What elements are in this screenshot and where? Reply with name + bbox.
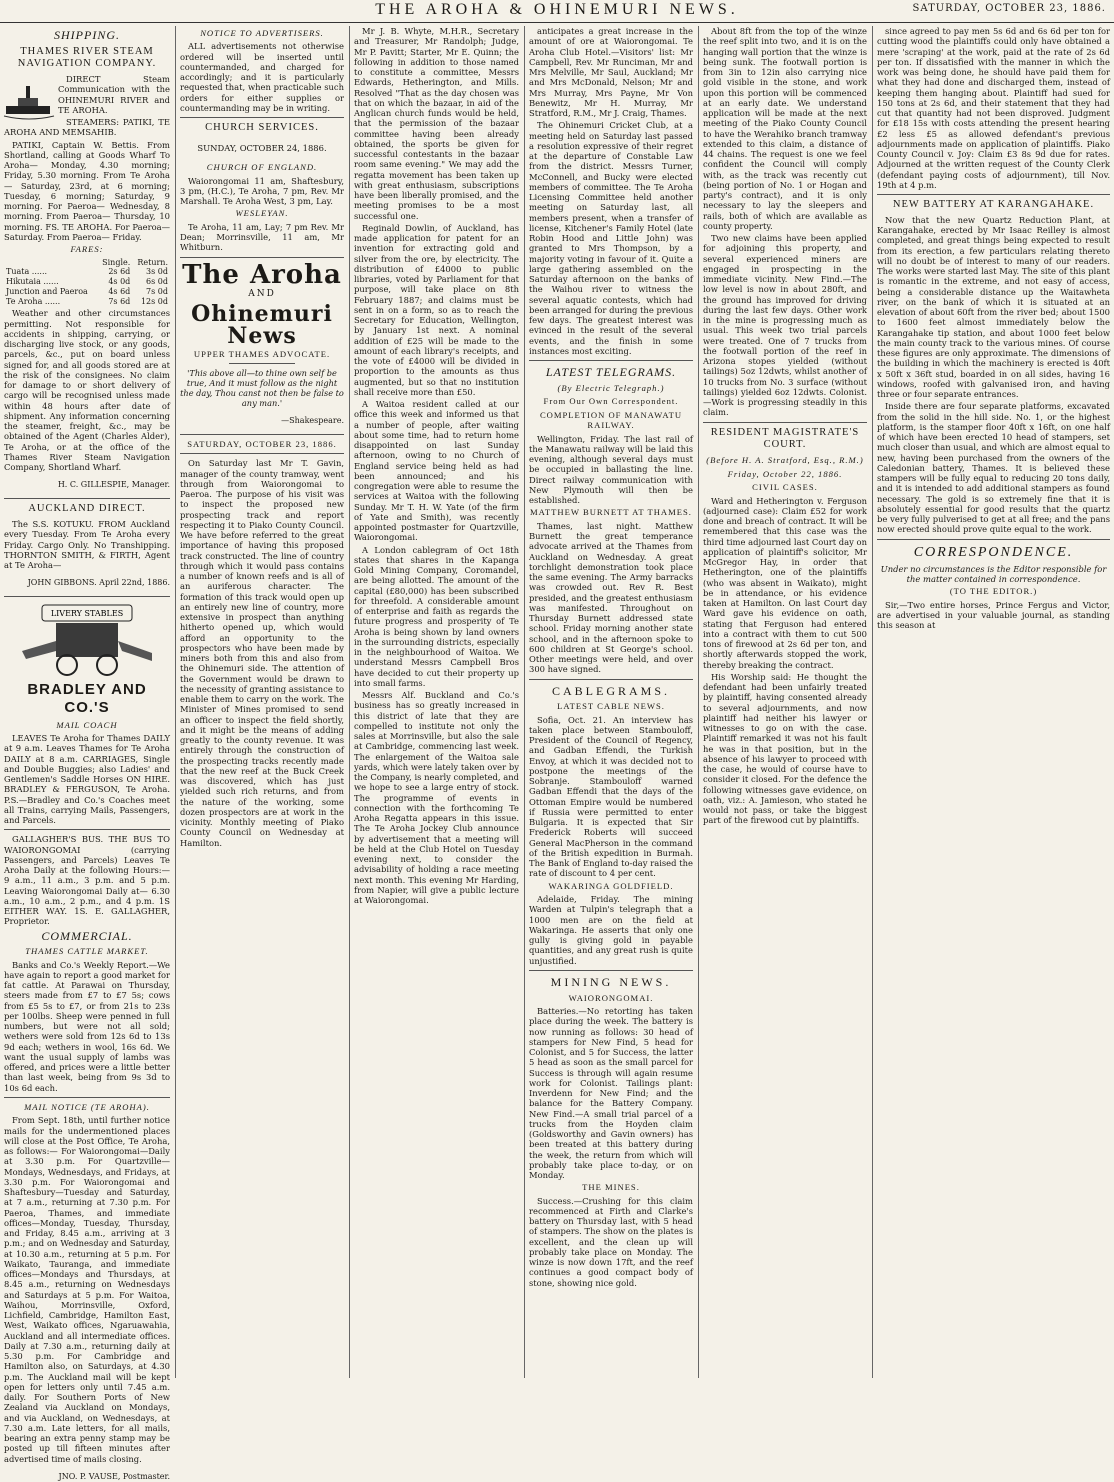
- wakaringa-heading: WAKARINGA GOLDFIELD.: [548, 880, 674, 891]
- advertisers-notice: ALL advertisements not otherwise ordered will be inserted until countermanded, and charged for accordingly; and it is particularly requested that, when practicable such orders for either supplies or countermanding may be in writing.: [180, 41, 344, 113]
- column-3: [354, 26, 519, 1378]
- livery-stable-sign: LIVERY STABLES: [50, 609, 124, 618]
- column-4: [529, 26, 693, 1378]
- wakaringa-text: Adelaide, Friday. The mining Warden at Tulpin's telegraph that a 1000 men are on the field at Wakaringa. He asserts that only one gully is giving gold in payable quantities, and any great rush is quite unjustified.: [529, 894, 693, 966]
- commercial-heading: COMMERCIAL.: [41, 928, 133, 943]
- patiki-schedule: PATIKI, Captain W. Bettis. From Shortland, calling at Goods Wharf To Aroha— Monday, 4.30 morning; Friday, 5.30 morning. From Te Aroha— Saturday, 23rd, at 6 morning; Tuesday, 6 morning; Saturday, 9 morning. For Paeroa— Wednesday, 8 morning. From Paeroa— Thursday, 10 morning. FS. TE AROHA. For Paeroa— Saturday. From Paeroa— Friday.: [4, 139, 170, 242]
- wesleyan-heading: WESLEYAN.: [235, 208, 289, 219]
- correspondence-heading: CORRESPONDENCE.: [913, 544, 1074, 560]
- latest-cable-heading: LATEST CABLE NEWS.: [557, 701, 665, 712]
- gallagher-bus: GALLAGHER'S BUS. THE BUS TO WAIORONGOMAI (carrying Passengers, and Parcels) Leaves Te Aroha Daily at the following Hours:— 9 a.m., 11 a.m., 3 p.m. and 5 p.m. Leaving Waiorongomai Daily at— 6.30 a.m., 10 a.m., 2 p.m., and 4 p.m. 1S EITHER WAY. 1S. E. GALLAGHER, Proprietor.: [4, 834, 170, 927]
- auckland-direct-heading: AUCKLAND DIRECT.: [28, 503, 146, 515]
- wesleyan-services: Te Aroha, 11 am, Lay; 7 pm Rev. Mr Dean; Morrinsville, 11 am, Mr Whitburn.: [180, 221, 344, 253]
- cable-text: Sofia, Oct. 21. An interview has taken place between Stambouloff, President of the Council of Regency, and Gadban Effendi, the Turkish Envoy, at which it was decided not to postpone the meetings of the Sobranje. Stambouloff warned Gadban Effendi that the days of the Ottoman Empire would be numbered if Russia were permitted to enter Bulgaria. It is expected that Sir Frederick Roberts will succeed General MacPherson in the command of the British expedition in Burmah. The Bank of England to-day raised the rate of discount to 4 per cent.: [529, 714, 693, 879]
- postmaster-signature: JNO. P. VAUSE, Postmaster.: [58, 1471, 170, 1481]
- court-byline: (Before H. A. Stratford, Esq., R.M.): [706, 455, 864, 466]
- church-of-england-heading: CHURCH OF ENGLAND.: [206, 162, 318, 173]
- local-news-3: A Waitoa resident called at our office this week and informed us that a number of people, after waiting about some time, had to return home disappointed on last Sunday afternoon, owing to no Church of England service being held as had been announced; and his congregation were able to resume the services at Waitoa with the following Sunday. Mr T. H. W. Yate (of the firm of Yate and Smith), was recently appointed postmaster for Quartzville, Waiorongomai.: [354, 399, 519, 543]
- shipping-terms: Weather and other circumstances permitting. Not responsible for accidents in shipping, carrying, or discharging live stock, or any goods, parcels, &c., put on board unless signed for, and all goods stored are at the risk of the consignees. No claim for damage to or short delivery of cargo will be recognised unless made within 48 hours after date of shipment. Any information concerning the steamer, freight, &c., may be obtained of the Agent (Charles Alder), Te Aroha, or at the office of the Thames River Steam Navigation Company, Shortland Wharf.: [4, 308, 170, 473]
- local-news-1: Mr J. B. Whyte, M.H.R., Secretary and Treasurer, Mr Randolph; Judge, Mr P. Pavitt; Starter, Mr E. Quinn; the following in addition to those named to constitute a committee, Messrs Edwards, Hetherington, and Mills. Resolved "That as the day chosen was that on which the bazaar, in aid of the Anglican church funds would be held, that the permission of the bazaar committee having been already obtained, the sports be given for successful contestants in the bazaar room same evening." We may add the regatta movement has been taken up with great enthusiasm, subscriptions have been liberally promised, and the meeting promises to be a most successful one.: [354, 26, 519, 221]
- cattle-market-report: Banks and Co.'s Weekly Report.—We have again to report a good market for fat cattle. At Parawai on Thursday, steers made from £7 to £7 5s; cows from £5 5s to £7, or from 21s to 23s per 100lbs. Sheep were penned in full numbers, but were not all sold; wethers were sold from 12s 6d to 13s 9d each; wethers in wool, 16s 6d. We want the usual supply of lambs was offered, and prices were a little better than last week, being from 9s 3d to 10s 6d each.: [4, 959, 170, 1093]
- column-6: [877, 26, 1110, 1378]
- mining-text: Batteries.—No retorting has taken place during the week. The battery is now running as follows: 30 head of stampers for New Find, 5 head for Colonist, and 5 for Success, the latter 5 head as soon as the small parcel for Success is through will again resume work for Colonist. Tailings plant: Inverdenn for New Find; and the balance for the Battery Company. New Find.—A small trial parcel of a trucks from the Hoyden claim (Goldsworthy and Gavin owners) has been treated at this battery during the week, the return from which will probably take place to-day, or on Monday.: [529, 1006, 693, 1180]
- column-1: [4, 26, 170, 1481]
- civil-cases-heading: CIVIL CASES.: [752, 482, 818, 493]
- church-services-heading: CHURCH SERVICES.: [205, 122, 319, 134]
- mail-notice-heading: MAIL NOTICE (TE AROHA).: [24, 1101, 150, 1112]
- local-news-4: A London cablegram of Oct 18th states that shares in the Kapanga Gold Mining Company, Coromandel, are being allotted. The amount of the capital (£80,000) has been subscribed for threefold. A considerable amount of enterprise and faith as regards the future progress and prosperity of Te Aroha is being shown by land owners in the surrounding districts, especially in the neighbourhood of Waitoa. We understand Messrs Campbell Bros have decided to cut their property up into small farms.: [354, 544, 519, 688]
- battery-text: Now that the new Quartz Reduction Plant, at Karangahake, erected by Mr Isaac Reilley is almost completed, and great things being expected to result from its erection, a few particulars relating thereto will no doubt be of interest to many of our readers. The works were started last May. The site of this plant is romantic in the extreme, and not easy of access, being a considerable distance up the Waitawheta river, on the bank of which it is situated at an elevation of about 60ft from the river bed; about 1500 to 1600 feet almost immediately below the Karangahake tip station, and about 1000 feet below the main county track to the various mines. Of course these figures are only approximate. The dimensions of the building in which the machinery is erected is 40ft x 50ft x 36ft stud, boarded in on all sides, having 16 windows, roofed with galvanised iron, and having three or four separate entrances.: [877, 214, 1110, 400]
- letter-text: Sir,—Two entire horses, Prince Fergus and Victor, are advertised in your valuable journal, as standing this season at: [877, 599, 1110, 631]
- editorial-date: SATURDAY, OCTOBER 23, 1886.: [187, 438, 337, 449]
- shipping-notice: DIRECT Steam Communication with the OHINEMURI RIVER and TE AROHA.: [58, 74, 170, 115]
- kotuku-signature: JOHN GIBBONS. April 22nd, 1886.: [27, 578, 170, 588]
- local-news-7: The Ohinemuri Cricket Club, at a meeting held on Saturday last passed a resolution expressive of their regret at the departure of Constable Law from the district. Messrs Turner, McConnell, and Bucky were elected members of committee. The Te Aroha Licensing Committee held another meeting on Saturday last, all members present, when a transfer of license, Kitchener's Family Hotel (late Robin Hood and Little John) was granted to Mrs Thompson, by a majority voting in favour of it. Quite a large gathering assembled on the Saturday afternoon on the banks of the Waihou river to witness the several aquatic contests, which had been arranged for during the previous few days. The greatest interest was evinced in the result of the several events, and the finish in some instances most exciting.: [529, 120, 693, 356]
- fares-table: Single. Return. Tuata ...... 2s 6d 3s 0d Hikutaia ...... 4s 0d 6s 0d Junction and Paeroa 4s 6d 7s 0d Te Aroha ...... 7s 6d 12s 0d: [6, 257, 168, 306]
- kotuku-notice: The S.S. KOTUKU. FROM Auckland every Tuesday. From Te Aroha every Friday. Cargo Only. No Transhipping. THORNTON SMITH, & FIRTH, Agent at Te Aroha—: [4, 519, 170, 570]
- motto-attribution: —Shakespeare.: [281, 416, 344, 426]
- bradley-heading: BRADLEY AND CO.'S: [27, 681, 147, 717]
- manawatu-heading: COMPLETION OF MANAWATU RAILWAY.: [539, 409, 683, 431]
- local-news-5: Messrs Alf. Buckland and Co.'s business has so greatly increased in this district of late that they are compelled to institute not only the sales at Morrinsville, but also the sale at Cambridge, commencing last week. The enlargement of the Waitoa sale yards, which were lately taken over by the Company, is nearly completed, and we hope to see a large entry of stock. The programme of events in connection with the forthcoming Te Aroha Regatta appears in this issue. The Te Aroha Jockey Club announce by advertisement that a meeting will be held at the Club Hotel on Tuesday evening next, to consider the advisability of holding a race meeting next month. This evening Mr Harding, from Napier, will give a public lecture at Waiorongomai.: [354, 690, 519, 905]
- court-date: Friday, October 22, 1886.: [727, 468, 843, 479]
- bradley-notice: LEAVES Te Aroha for Thames DAILY at 9 a.m. Leaves Thames for Te Aroha DAILY at 8 a.m. CARRIAGES, Single and Double Buggies; also Ladies' and Gentlemen's Saddle Horses ON HIRE. BRADLEY & FERGUSON, Te Aroha. P.S.—Bradley and Co.'s Coaches meet all Trains, carrying Mails, Passengers, and Parcels.: [4, 733, 170, 826]
- civil-cases-text: Ward and Hetherington v. Ferguson (adjourned case): Claim £52 for work done and breach of contract. It will be remembered that this case was the third time adjourned last Court day on application of plaintiff's solicitor, Mr McGregor Hay, in order that Hetherington, one of the plaintiffs (who was absent in Waikato), might be in attendance, or his evidence taken at Hamilton. On last Court day Ward gave his evidence on oath, stating that Ferguson had entered into a contract with them to cut 500 tons of firewood at 2s 6d per ton, and shortly afterwards stopped the work, thereby breaking the contract.: [703, 495, 867, 670]
- manawatu-text: Wellington, Friday. The last rail of the Manawatu railway will be laid this evening, although several days must be occupied in ballasting the line. Direct railway communication with New Plymouth will then be established.: [529, 433, 693, 506]
- column-5: [703, 26, 867, 1378]
- masthead-and: AND: [248, 288, 276, 299]
- shipping-heading: SHIPPING.: [54, 28, 120, 42]
- telegraph-byline: (By Electric Telegraph.): [557, 382, 665, 393]
- church-date: SUNDAY, OCTOBER 24, 1886.: [197, 143, 327, 154]
- mail-coach-heading: MAIL COACH: [56, 719, 118, 730]
- local-news-2: Reginald Dowlin, of Auckland, has made application for patent for an invention for extracting gold and silver from the ore, by electricity. The distribution of £4000 to public libraries, voted by Parliament for that purpose, will take place on 8th February 1887; and claims must be sent in on a form, so as to reach the Secretary for Education, Wellington, by January 1st next. A nominal addition of £25 will be made to the amount of each library's receipts, and the vote of £4000 will be divided in proportion to the amounts as thus augmented, but so that no institution shall receive more than £50.: [354, 222, 519, 397]
- court-continued: since agreed to pay men 5s 6d and 6s 6d per ton for cutting wood the plaintiffs could only have obtained a mere 'scraping' at the work, paid at the rate of 2s 6d per ton. If dissatisfied with the manner in which the work was being done, he should have paid them for what they had done and discharged them, instead of keeping them hanging about. Plaintiff had sued for 150 tons at 2s 6d, and their statement that they had cut that quantity had not been disproved. Judgment for £18 15s with costs attending the present hearing £2 less £5 as allowed defendant's previous adjournments made on application of plaintiffs. Piako County Council v. Joy: Claim £3 8s 9d due for rates. Adjourned at the written request of the County Clerk (defendant paying costs of adjournment), till Nov. 19th at 4 p.m.: [877, 26, 1110, 190]
- column-2: [180, 26, 344, 1378]
- fares-heading: FARES:: [70, 244, 104, 255]
- issue-date: SATURDAY, OCTOBER 23, 1886.: [912, 3, 1106, 14]
- steamers-list: STEAMERS: PATIKI, TE AROHA AND MEMSAHIB.: [4, 117, 170, 138]
- burnett-heading: MATTHEW BURNETT AT THAMES.: [530, 507, 692, 518]
- magistrates-court-heading: RESIDENT MAGISTRATE'S COURT.: [710, 426, 860, 451]
- church-of-england-services: Waiorongomai 11 am, Shaftesbury, 3 pm, (H.C.), Te Aroha, 7 pm, Rev. Mr Marshall. Te Aroha West, 3 pm, Lay.: [180, 175, 344, 207]
- waiorongomai-heading: WAIORONGOMAI.: [568, 992, 654, 1003]
- coach-illustration: [12, 601, 162, 679]
- correspondent-byline: From Our Own Correspondent.: [543, 396, 679, 407]
- local-news-6: anticipates a great increase in the amount of ore at Waiorongomai. Te Aroha Club Hotel.—Visitors' list: Mr Campbell, Rev. Mr Runciman, Mr and Mrs Melville, Mr Saul, Auckland; Mr and Mrs McDonald, Nelson; Mr and Mrs Murray, Mrs Payne, Mr Von Benewitz, Mr H. Murray, Mr Stratford, R.M., Mr J. Craig, Thames.: [529, 26, 693, 118]
- telegrams-heading: LATEST TELEGRAMS.: [545, 365, 677, 379]
- masthead-ohinemuri-news: Ohinemuri News: [191, 300, 333, 349]
- mail-notice-text: From Sept. 18th, until further notice mails for the undermentioned places will close at the Post Office, Te Aroha, as follows:— For Waiorongomai—Daily at 3.30 p.m. For Quartzville—Mondays, Wednesdays, and Fridays, at 3.30 p.m. For Waiorongomai and Shaftesbury—Tuesday and Saturday, at 7 a.m., returning at 7.30 p.m. For Paeroa, Thames, and immediate offices—Monday, Tuesday, Thursday, and Friday, 8.45 a.m., arriving at 3 p.m.; and on Wednesday and Saturday, at 10.30 a.m., returning at 5 p.m. For Waikato, Tauranga, and immediate offices—Mondays and Thursdays, at 8.45 a.m., returning on Wednesdays and Saturdays at 5 p.m. For Waitoa, Waihou, Morrinsville, Oxford, Lichfield, Cambridge, Hamilton East, West, Waikato offices, Ngaruawahia, Auckland and all intermediate offices. Daily at 7.30 a.m., returning daily at 5.30 p.m. For Cambridge and Hamilton also, on Saturdays, at 4.30 p.m. The Auckland mail will be kept open for letters only until 7.45 a.m. daily. For Southern Ports of New Zealand via Auckland on Mondays, and via Auckland, on Wednesdays, at 7.30 a.m. Late letters, for all mails, bearing an extra penny stamp may be posted up till fifteen minutes after advertised time of mails closing.: [4, 1115, 170, 1464]
- steamer-icon: [4, 76, 54, 122]
- mines-text: Success.—Crushing for this claim recommenced at Firth and Clarke's battery on Thursday last, with 5 head of stampers. The show on the plates is excellent, and the clean up will probably take place on Monday. The winze is now down 17ft, and the reef continues a good compact body of stone, showing nice gold.: [529, 1195, 693, 1288]
- cattle-market-heading: THAMES CATTLE MARKET.: [25, 946, 149, 957]
- mines-continued-2: Two new claims have been applied for adjoining this property, and several experienced miners are engaged in prospecting in the immediate vicinity. New Find.—The low level is now in about 280ft, and the ground has improved for driving during the last few days. Other work in the mine is progressing much as usual. This week two trial parcels were treated. One of 7 trucks from the footwall portion of the reef in Arizona stopes yielded (without tailings) 5oz 12dwts, whilst another of 10 trucks from No. 3 surface (without tailings) yielded 6oz 12dwts. Colonist.—Work is progressing steadily in this claim.: [703, 233, 867, 418]
- editorial-text: On Saturday last Mr T. Gavin, manager of the county tramway, went through from Waiorongomai to Paeroa. The purpose of his visit was to inspect the proposed new prospecting track and report respecting it to Piako County Council. We have before referred to the great importance of having this proposed track constructed. The line of country through which it would pass contains a number of known reefs and is all of an auriferous character. The formation of this track would open up an entirely new line of country, more extensive in prospect than anything hitherto opened up, which would afford an opportunity to the prospectors who have been made by miners both from this and also from the Ohinemuri side. The attention of the Government would be drawn to the necessity of granting assistance to enable them to carry on the work. The Minister of Mines promised to send an officer to inspect the field shortly, and it might be the means of adding greatly to the county revenue. It was entirely through the construction of the prospecting tracks recently made that the new reef at the Buck Creek was discovered, which has just yielded such rich returns, and from the nature of the working, some dozen prospectors are at work in the vicinity. Monthly meeting of Piako County Council on Wednesday at Hamilton.: [180, 458, 344, 848]
- mining-news-heading: MINING NEWS.: [550, 974, 672, 989]
- correspondence-disclaimer: Under no circumstances is the Editor responsible for the matter contained in correspondence.: [880, 563, 1107, 584]
- the-mines-heading: THE MINES.: [582, 1182, 640, 1193]
- civil-cases-text-2: His Worship said: He thought the defendant had been unfairly treated by plaintiff, having consented already to several adjournments, and now plaintiff had neither his lawyer or witnesses to go on with the case. Plaintiff remarked it was not his fault he was in that position, but in the absence of his lawyer to proceed with the case, he would of course have to consider it closed. For the defence the following witnesses gave evidence, on oath, viz.: A. Jamieson, who stated he would not pass, or take the biggest part of the firewood cut by plaintiffs.: [703, 671, 867, 826]
- advocate-subtitle: UPPER THAMES ADVOCATE.: [193, 348, 331, 359]
- masthead-the-aroha: The Aroha: [182, 259, 342, 290]
- battery-text-2: Inside there are four separate platforms, excavated from the solid in the hill side. No. 1, or the highest platform, is the stamper floor 40ft x 16ft, on one half of which have been erected 10 head of stampers, set much closer than usual, and which are almost equal to new, having been purchased from the owners of the Caledonian battery, Thames. It is believed these stampers will be fully equal to reducing 20 tons daily, and it is intended to add additional stampers as found necessary. The gold is so extremely fine that it is absolutely essential for good results that the quartz be very fully pulverised to get at all free; and the pans now erected should prove quite equal to the work.: [877, 401, 1110, 535]
- to-the-editor: (TO THE EDITOR.): [949, 586, 1038, 597]
- masthead-motto: 'This above all—to thine own self be true, And it must follow as the night the day, Thou canst not then be false to any man.': [180, 368, 344, 409]
- burnett-text: Thames, last night. Matthew Burnett the great temperance advocate arrived at the Thames from Auckland on Wednesday. A great torchlight demonstration took place the same evening. The Army barracks was crowded out. Rev R. Best presided, and the greatest enthusiasm was manifested. Throughout on Thursday Burnett addressed state school. Friday morning another state school, and in the afternoon spoke to 600 children at St George's school. Other meetings were held, and over 300 have signed.: [529, 520, 693, 675]
- shipping-company: THAMES RIVER STEAM NAVIGATION COMPANY.: [17, 45, 157, 70]
- cablegrams-heading: CABLEGRAMS.: [551, 683, 670, 698]
- mines-continued: About 8ft from the top of the winze the reef split into two, and it is on the hanging wall portion that the winze is being sunk. The footwall portion is from 3in to 12in also carrying nice gold visible in the stone, and work upon this portion will be commenced at an early date. We understand application will be made at the next meeting of the Piako County Council to have the Werahiko branch tramway extended to this claim, a distance of 44 chains. The request is one we feel confident the Council will comply with, as the track was recently cut (being portion of No. 1 or Hogan and party's contract), and it is only necessary to lay the sleepers and rails, both of which are available as county property.: [703, 26, 867, 231]
- shipping-signature: H. C. GILLESPIE, Manager.: [57, 480, 170, 490]
- newspaper-title: THE AROHA & OHINEMURI NEWS.: [375, 1, 739, 18]
- advertisers-notice-heading: NOTICE TO ADVERTISERS.: [200, 28, 324, 38]
- battery-heading: NEW BATTERY AT KARANGAHAKE.: [892, 199, 1095, 210]
- masthead: [0, 0, 1114, 23]
